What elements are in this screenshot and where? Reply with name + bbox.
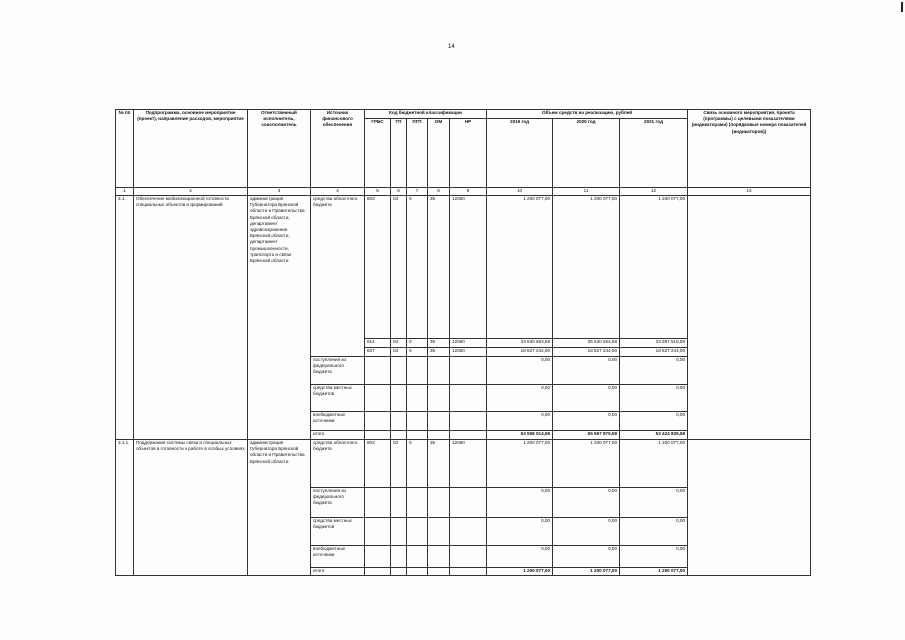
- header-gp: ГП: [391, 119, 407, 188]
- cell-source: средства местных бюджетов: [311, 385, 365, 412]
- cell-grbs: 814: [365, 339, 391, 348]
- table-row: [116, 196, 811, 339]
- cell-om: [428, 518, 450, 546]
- cell-pgp: [407, 488, 428, 518]
- cell-2020: 0,00: [553, 488, 620, 518]
- cell-source: поступления из федерального бюджета: [311, 357, 365, 385]
- header-om: ОМ: [428, 119, 450, 188]
- cell-nr: [450, 518, 487, 546]
- cell-gp: 03: [391, 440, 407, 488]
- cell-gp: [391, 357, 407, 385]
- cell-2021: 1 200 077,00: [620, 196, 688, 339]
- cell-2021: 0,00: [620, 518, 688, 546]
- cell-2019: 0,00: [487, 518, 553, 546]
- item-responsible: администрация Губернатора Брянской области и Правительства Брянской области: [248, 440, 311, 576]
- cell-2020: 0,00: [553, 518, 620, 546]
- header-num: № пп: [116, 110, 134, 188]
- cell-grbs: 803: [365, 196, 391, 339]
- cell-pgp: [407, 357, 428, 385]
- item-responsible: администрация Губернатора Брянской области и Правительства Брянской области, департамент здравоохранения Брянской области, департамент промышленности, транспорта и связи Брянской области: [248, 196, 311, 440]
- cell-grbs: [365, 385, 391, 412]
- cell-nr: [450, 357, 487, 385]
- cell-2020: 0,00: [553, 385, 620, 412]
- header-subprogram: Подпрограмма, основное мероприятие (проект), направление расходов, мероприятие: [134, 110, 248, 188]
- cell-source: средства областного бюджета: [311, 440, 365, 488]
- cell-2020: 1 200 077,00: [553, 196, 620, 339]
- cell-2020: 0,00: [553, 357, 620, 385]
- cell-gp: [391, 488, 407, 518]
- cell-2019: 33 530 693,58: [487, 339, 553, 348]
- column-number: 4: [311, 188, 365, 196]
- cell-om: [428, 546, 450, 568]
- cell-2020: 0,00: [553, 412, 620, 431]
- cell-2020: 18 827 244,00: [553, 348, 620, 357]
- cell-pgp: 0: [407, 339, 428, 348]
- cell-2019: 18 827 244,00: [487, 348, 553, 357]
- cell-pgp: [407, 412, 428, 431]
- cell-2021: 53 424 839,58: [620, 431, 688, 440]
- header-link: Связь основного мероприятия, проекта (программы) с целевыми показателями (индикаторами) (порядковые номера показателей (индикаторов)): [688, 110, 811, 188]
- cell-pgp: [407, 518, 428, 546]
- cell-om: 35: [428, 440, 450, 488]
- item-name: Поддержание системы связи и специальных объектов в готовности к работе в особых условиях: [134, 440, 248, 576]
- cell-2020: 55 557 875,58: [553, 431, 620, 440]
- cell-gp: [391, 431, 407, 440]
- cell-link: [688, 440, 811, 576]
- item-number: 3.1.1.: [116, 440, 134, 576]
- cell-2019: 0,00: [487, 385, 553, 412]
- column-number: 6: [391, 188, 407, 196]
- column-number: 10: [487, 188, 553, 196]
- cell-gp: 03: [391, 196, 407, 339]
- cell-gp: [391, 546, 407, 568]
- header-pgp: ПГП: [407, 119, 428, 188]
- cell-gp: 03: [391, 339, 407, 348]
- cell-2020: 35 530 554,58: [553, 339, 620, 348]
- column-number: 5: [365, 188, 391, 196]
- cell-pgp: 0: [407, 196, 428, 339]
- column-number: 7: [407, 188, 428, 196]
- column-number: 9: [450, 188, 487, 196]
- cell-2021: 0,00: [620, 488, 688, 518]
- cell-grbs: [365, 412, 391, 431]
- cell-2021: 1 200 077,00: [620, 440, 688, 488]
- cell-2021: 0,00: [620, 385, 688, 412]
- cell-2021: 0,00: [620, 546, 688, 568]
- cell-2021: 0,00: [620, 412, 688, 431]
- header-budget-code: Код бюджетной классификации: [365, 110, 487, 119]
- cell-pgp: [407, 546, 428, 568]
- cell-om: [428, 412, 450, 431]
- cell-2020: 0,00: [553, 546, 620, 568]
- cell-2020: 1 200 077,00: [553, 440, 620, 488]
- cell-grbs: [365, 488, 391, 518]
- cell-source: итого: [311, 568, 365, 576]
- cell-source: поступления из федерального бюджета: [311, 488, 365, 518]
- cell-grbs: [365, 431, 391, 440]
- cell-2021: 0,00: [620, 357, 688, 385]
- cell-om: [428, 385, 450, 412]
- cell-nr: 12080: [450, 339, 487, 348]
- column-number: 1: [116, 188, 134, 196]
- header-source: Источник финансового обеспечения: [311, 110, 365, 188]
- cell-grbs: [365, 546, 391, 568]
- cell-nr: 12080: [450, 348, 487, 357]
- column-number: 13: [688, 188, 811, 196]
- cell-source: средства местных бюджетов: [311, 518, 365, 546]
- cell-om: 35: [428, 339, 450, 348]
- cell-source: внебюджетные источники: [311, 546, 365, 568]
- table-body: [116, 196, 811, 576]
- cell-2019: 0,00: [487, 488, 553, 518]
- cell-2021: 33 397 518,58: [620, 339, 688, 348]
- header-2020: 2020 год: [553, 119, 620, 188]
- cell-2019: 1 200 077,00: [487, 568, 553, 576]
- cell-grbs: [365, 518, 391, 546]
- cell-source: итого: [311, 431, 365, 440]
- cell-2019: 1 200 077,00: [487, 196, 553, 339]
- column-number: 8: [428, 188, 450, 196]
- cell-pgp: [407, 385, 428, 412]
- cell-om: [428, 357, 450, 385]
- table-row: [116, 440, 811, 488]
- cell-source: средства областного бюджета: [311, 196, 365, 357]
- cell-2019: 0,00: [487, 412, 553, 431]
- cell-gp: [391, 385, 407, 412]
- item-name: Обеспечение мобилизационной готовности специальных объектов и формирований: [134, 196, 248, 440]
- cell-grbs: [365, 568, 391, 576]
- column-number: 11: [553, 188, 620, 196]
- column-number: 12: [620, 188, 688, 196]
- cell-nr: [450, 488, 487, 518]
- cell-2021: 1 200 077,00: [620, 568, 688, 576]
- cell-om: 35: [428, 348, 450, 357]
- cell-2019: 0,00: [487, 546, 553, 568]
- cell-gp: [391, 412, 407, 431]
- header-nr: НР: [450, 119, 487, 188]
- cell-source: внебюджетные источники: [311, 412, 365, 431]
- header-grbs: ГРБС: [365, 119, 391, 188]
- cell-nr: [450, 385, 487, 412]
- cell-nr: [450, 546, 487, 568]
- cell-pgp: 0: [407, 440, 428, 488]
- page-number: 14: [448, 44, 455, 50]
- cell-grbs: 837: [365, 348, 391, 357]
- cell-pgp: 0: [407, 348, 428, 357]
- budget-table: [115, 109, 811, 576]
- cell-nr: 12080: [450, 196, 487, 339]
- cell-om: [428, 568, 450, 576]
- cell-grbs: [365, 357, 391, 385]
- cell-nr: [450, 431, 487, 440]
- cell-2019: 53 558 014,58: [487, 431, 553, 440]
- header-2021: 2021 год: [620, 119, 688, 188]
- cell-nr: [450, 412, 487, 431]
- cell-om: 35: [428, 196, 450, 339]
- cell-gp: 03: [391, 348, 407, 357]
- scan-edge-mark: [901, 2, 903, 12]
- cell-om: [428, 488, 450, 518]
- header-volume: Объем средств на реализацию, рублей: [487, 110, 688, 119]
- column-number: 2: [134, 188, 248, 196]
- item-number: 3.1.: [116, 196, 134, 440]
- cell-gp: [391, 568, 407, 576]
- header-responsible: Ответственный исполнитель, соисполнитель: [248, 110, 311, 188]
- cell-2019: 1 200 077,00: [487, 440, 553, 488]
- cell-link: [688, 196, 811, 440]
- cell-2019: 0,00: [487, 357, 553, 385]
- cell-nr: [450, 568, 487, 576]
- cell-pgp: [407, 431, 428, 440]
- cell-gp: [391, 518, 407, 546]
- table-header: [116, 110, 811, 196]
- header-2019: 2019 год: [487, 119, 553, 188]
- cell-om: [428, 431, 450, 440]
- cell-2020: 1 200 077,00: [553, 568, 620, 576]
- cell-grbs: 803: [365, 440, 391, 488]
- cell-pgp: [407, 568, 428, 576]
- cell-2021: 18 827 244,00: [620, 348, 688, 357]
- cell-nr: 12080: [450, 440, 487, 488]
- column-number: 3: [248, 188, 311, 196]
